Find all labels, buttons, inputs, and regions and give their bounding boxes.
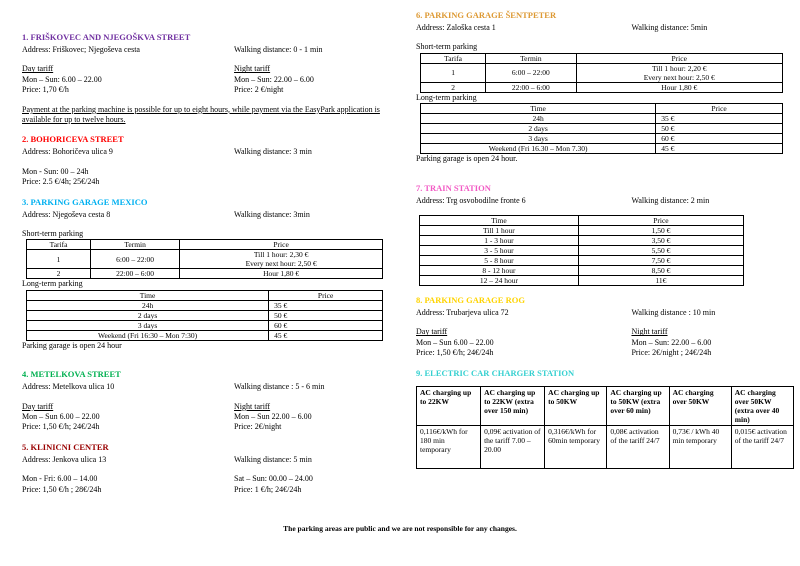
- table-cell: 0,316€/kWh for 60min temporary: [545, 425, 607, 468]
- column-header: Termin: [91, 240, 180, 250]
- long-term-table: [420, 103, 783, 154]
- table-cell: 5 - 8 hour: [420, 256, 579, 266]
- table-cell: 2 days: [27, 310, 269, 320]
- night-price: Price: 2€/night: [234, 422, 282, 432]
- table-header-row: [27, 290, 383, 300]
- day-price: Price: 1,50 €/h; 24€/24h: [416, 348, 494, 358]
- column-header: AC charging up to 22KW: [417, 386, 481, 425]
- table-header-row: [421, 104, 783, 114]
- column-header: Price: [656, 104, 783, 114]
- walking-distance: Walking distance: 2 min: [631, 195, 710, 205]
- column-header: AC charging over 50KW: [669, 386, 731, 425]
- section-friskovec: [22, 32, 394, 125]
- column-header: AC charging up to 22KW (extra over 150 min): [481, 386, 545, 425]
- table-cell: Weekend (Fri 16.30 – Mon 7.30): [421, 144, 656, 154]
- walking-distance: Walking distance: 3min: [234, 209, 310, 219]
- table-row: [27, 250, 383, 269]
- address-line: Address: Metelkova ulica 10: [22, 382, 115, 392]
- table-header-row: [420, 216, 744, 226]
- table-row: [417, 425, 794, 468]
- table-cell: 22:00 – 6:00: [91, 269, 180, 279]
- table-cell: 45 €: [656, 144, 783, 154]
- open-24h-note: Parking garage is open 24 hour: [22, 340, 122, 350]
- table-cell: 6:00 – 22:00: [486, 63, 576, 82]
- day-tariff-label: Day tariff: [22, 401, 54, 411]
- table-cell: 0,73€ / kWh 40 min temporary: [669, 425, 731, 468]
- table-cell: 0,116€/kWh for 180 min temporary: [417, 425, 481, 468]
- table-row: [420, 226, 744, 236]
- short-term-table: [26, 239, 383, 279]
- night-tariff-label: Night tariff: [234, 401, 271, 411]
- column-header: Price: [180, 240, 383, 250]
- table-cell: 60 €: [269, 320, 383, 330]
- column-header: Tarifa: [27, 240, 91, 250]
- weekday-hours: Mon - Fri: 6.00 – 14.00: [22, 474, 98, 484]
- table-cell: 24h: [421, 114, 656, 124]
- table-row: [420, 266, 744, 276]
- table-cell: 50 €: [656, 124, 783, 134]
- long-term-label: Long-term parking: [22, 279, 83, 289]
- table-row: [27, 320, 383, 330]
- night-hours: Mon – Sun 22.00 – 6.00: [234, 412, 312, 422]
- section-title: 3. PARKING GARAGE MEXICO: [22, 196, 148, 207]
- table-row: [27, 310, 383, 320]
- section-charger: [416, 368, 794, 469]
- table-row: [421, 114, 783, 124]
- day-hours: Mon – Sun 6.00 – 22.00: [22, 412, 100, 422]
- weekend-price: Price: 1 €/h; 24€/24h: [234, 484, 302, 494]
- day-hours: Mon – Sun: 6.00 – 22.00: [22, 74, 102, 84]
- train-price-table: [419, 215, 744, 286]
- table-cell: 35 €: [656, 114, 783, 124]
- section-title: 1. FRIŠKOVEC AND NJEGOŠKVA STREET: [22, 32, 191, 42]
- table-cell: 2 days: [421, 124, 656, 134]
- right-column: [416, 10, 794, 495]
- address-line: Address: Trubarjeva ulica 72: [416, 308, 509, 318]
- walking-distance: Walking distance : 5 - 6 min: [234, 382, 325, 392]
- open-24h-note: Parking garage is open 24 hour.: [416, 154, 518, 164]
- day-price: Price: 1,50 €/h; 24€/24h: [22, 422, 100, 432]
- opening-hours: Mon - Sun: 00 – 24h: [22, 166, 89, 176]
- table-row: [420, 236, 744, 246]
- night-hours: Mon – Sun: 22.00 – 6.00: [631, 337, 712, 347]
- table-cell: 0,08€ activation of the tariff 24/7: [607, 425, 669, 468]
- table-cell: 3 - 5 hour: [420, 246, 579, 256]
- table-row: [27, 300, 383, 310]
- table-row: [421, 82, 783, 92]
- table-cell: 0,09€ activation of the tariff 7.00 – 20.00: [481, 425, 545, 468]
- table-cell: 45 €: [269, 330, 383, 340]
- table-row: [420, 246, 744, 256]
- address-line: Address: Trg osvobodilne fronte 6: [416, 195, 526, 205]
- table-cell: 24h: [27, 300, 269, 310]
- table-cell: 22:00 – 6:00: [486, 82, 576, 92]
- table-cell: Till 1 hour: 2,30 € Every next hour: 2,50 €: [180, 250, 383, 269]
- table-cell: 8,50 €: [578, 266, 743, 276]
- address-line: Address: Njegoševa cesta 8: [22, 209, 111, 219]
- table-row: [27, 269, 383, 279]
- day-price: Price: 1,70 €/h: [22, 85, 69, 95]
- section-title: 2. BOHORICEVA STREET: [22, 134, 124, 145]
- night-hours: Mon – Sun: 22.00 – 6.00: [234, 74, 314, 84]
- table-cell: 35 €: [269, 300, 383, 310]
- table-cell: 6:00 – 22:00: [91, 250, 180, 269]
- weekend-hours: Sat – Sun: 00.00 – 24.00: [234, 474, 313, 484]
- section-title: 7. TRAIN STATION: [416, 182, 491, 193]
- section-metelkova: [22, 369, 394, 433]
- weekday-price: Price: 1,50 €/h ; 28€/24h: [22, 484, 102, 494]
- section-title: 5. KLINICNI CENTER: [22, 441, 109, 452]
- walking-distance: Walking distance: 5min: [631, 23, 708, 33]
- walking-distance: Walking distance: 3 min: [234, 147, 312, 157]
- table-cell: 7,50 €: [578, 256, 743, 266]
- table-row: [421, 144, 783, 154]
- table-header-row: [417, 386, 794, 425]
- table-cell: 11€: [578, 276, 743, 286]
- charger-price-table: [416, 386, 794, 469]
- table-cell: 2: [27, 269, 91, 279]
- price-line: Price: 2.5 €/4h; 25€/24h: [22, 177, 100, 187]
- column-header: Tarifa: [421, 53, 486, 63]
- night-tariff-label: Night tariff: [631, 327, 668, 337]
- column-header: AC charging over 50KW (extra over 40 min): [731, 386, 793, 425]
- table-cell: 5,50 €: [578, 246, 743, 256]
- day-tariff-label: Day tariff: [416, 327, 448, 337]
- column-header: Time: [421, 104, 656, 114]
- column-header: Price: [576, 53, 782, 63]
- table-cell: 0,015€ activation of the tariff 24/7: [731, 425, 793, 468]
- walking-distance: Walking distance : 10 min: [631, 308, 716, 318]
- short-term-table: [420, 53, 783, 93]
- table-row: [421, 134, 783, 144]
- table-cell: Hour 1,80 €: [576, 82, 782, 92]
- table-row: [27, 330, 383, 340]
- column-header: Price: [578, 216, 743, 226]
- table-cell: 3 days: [421, 134, 656, 144]
- address-line: Address: Bohoričeva ulica 9: [22, 147, 113, 157]
- table-cell: Hour 1,80 €: [180, 269, 383, 279]
- table-cell: 3,50 €: [578, 236, 743, 246]
- section-title: 4. METELKOVA STREET: [22, 369, 121, 380]
- night-tariff-label: Night tariff: [234, 64, 271, 74]
- section-train-station: [416, 183, 794, 286]
- table-cell: 3 days: [27, 320, 269, 330]
- table-header-row: [421, 53, 783, 63]
- section-bohoriceva: [22, 134, 394, 187]
- table-cell: Till 1 hour: 2,20 € Every next hour: 2,50 €: [576, 63, 782, 82]
- column-header: Time: [420, 216, 579, 226]
- day-tariff-label: Day tariff: [22, 64, 54, 74]
- short-term-label: Short-term parking: [416, 42, 478, 52]
- address-line: Address: Jenkova ulica 13: [22, 454, 107, 464]
- table-cell: 50 €: [269, 310, 383, 320]
- table-cell: 1,50 €: [578, 226, 743, 236]
- section-title: 9. ELECTRIC CAR CHARGER STATION: [416, 367, 575, 378]
- table-cell: Weekend (Fri 16:30 – Mon 7:30): [27, 330, 269, 340]
- address-line: Address: Zaloška cesta 1: [416, 23, 496, 33]
- section-mexico: [22, 197, 394, 352]
- section-title: 8. PARKING GARAGE ROG: [416, 295, 525, 306]
- disclaimer-footer: The parking areas are public and we are not responsible for any changes.: [283, 524, 517, 533]
- table-cell: Till 1 hour: [420, 226, 579, 236]
- walking-distance: Walking distance: 5 min: [234, 454, 312, 464]
- address-line: Address: Friškovec; Njegoševa cesta: [22, 45, 140, 55]
- night-price: Price: 2€/night ; 24€/24h: [631, 348, 712, 358]
- walking-distance: Walking distance: 0 - 1 min: [234, 45, 323, 55]
- section-title: 6. PARKING GARAGE ŠENTPETER: [416, 10, 557, 20]
- table-cell: 8 - 12 hour: [420, 266, 579, 276]
- table-cell: 60 €: [656, 134, 783, 144]
- section-klinicni: [22, 442, 394, 495]
- long-term-label: Long-term parking: [416, 92, 477, 102]
- long-term-table: [26, 290, 383, 341]
- left-column: [22, 10, 394, 495]
- table-cell: 1 - 3 hour: [420, 236, 579, 246]
- table-cell: 1: [27, 250, 91, 269]
- table-row: [421, 63, 783, 82]
- column-header: Time: [27, 290, 269, 300]
- section-sentpeter: [416, 10, 794, 165]
- table-header-row: [27, 240, 383, 250]
- table-cell: 1: [421, 63, 486, 82]
- column-header: Termin: [486, 53, 576, 63]
- day-hours: Mon – Sun 6.00 – 22.00: [416, 337, 494, 347]
- table-row: [421, 124, 783, 134]
- night-price: Price: 2 €/night: [234, 85, 284, 95]
- column-header: AC charging up to 50KW: [545, 386, 607, 425]
- column-header: AC charging up to 50KW (extra over 60 min): [607, 386, 669, 425]
- section-rog: [416, 295, 794, 359]
- payment-note: Payment at the parking machine is possible for up to eight hours, while payment via the EasyPark application is available for up to twelve hours.: [22, 104, 380, 124]
- table-row: [420, 256, 744, 266]
- table-cell: 2: [421, 82, 486, 92]
- column-header: Price: [269, 290, 383, 300]
- short-term-label: Short-term parking: [22, 229, 84, 239]
- table-row: [420, 276, 744, 286]
- table-cell: 12 – 24 hour: [420, 276, 579, 286]
